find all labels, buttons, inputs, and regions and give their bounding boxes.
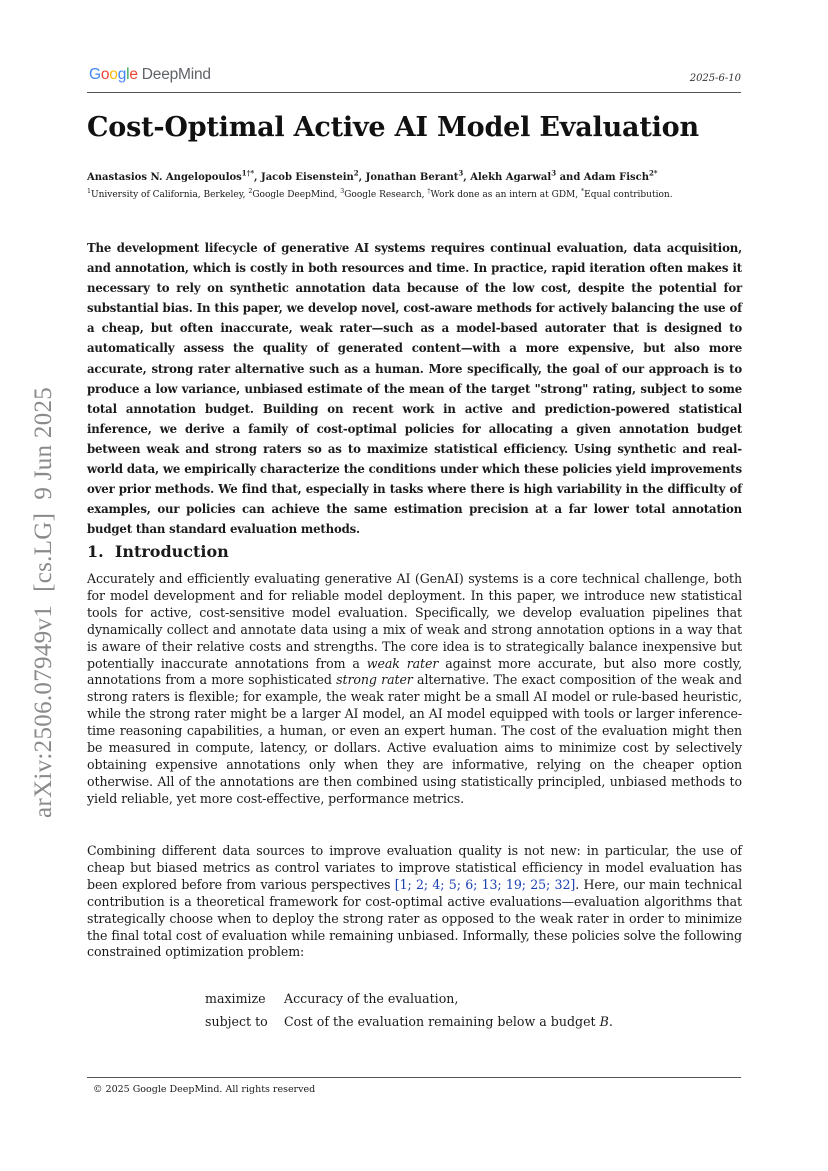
affiliations: $^1$University of California, Berkeley, $^2$Google DeepMind, $^3$Google Research, †Work done as an intern at GDM, *Equal contribution. <box>87 188 673 200</box>
arxiv-stamp: arXiv:2506.07949v1 [cs.LG] 9 Jun 2025 <box>30 386 57 818</box>
copyright-notice: © 2025 Google DeepMind. All rights reserved <box>93 1084 316 1095</box>
page-header <box>87 64 741 93</box>
publication-date: 2025-6-10 <box>689 73 741 84</box>
author-name: Adam Fisch <box>583 172 649 183</box>
author-name: Alekh Agarwal <box>470 172 552 183</box>
author-name: Jacob Eisenstein <box>260 172 354 183</box>
google-deepmind-logo: Google DeepMind <box>89 66 211 83</box>
author-list: Anastasios N. Angelopoulos$^{1\dagger*}$, Jacob Eisenstein$^2$, Jonathan Berant$^3$, Alekh Agarwal$^3$ and Adam Fisch$^{2*}$ <box>87 168 658 183</box>
abstract: The development lifecycle of generative AI systems requires continual evaluation, data acquisition, and annotation, which is costly in both resources and time. In practice, rapid iteration often makes it necessary to rely on synthetic annotation data because of the low cost, despite the potential for substantial bias. In this paper, we develop novel, cost-aware methods for actively balancing the use of a cheap, but often inaccurate, weak rater—such as a model-based autorater that is designed to automatically assess the quality of generated content—with a more expensive, but also more accurate, strong rater alternative such as a human. More specifically, the goal of our approach is to produce a low variance, unbiased estimate of the mean of the target "strong" rating, subject to some total annotation budget. Building on recent work in active and prediction-powered statistical inference, we derive a family of cost-optimal policies for allocating a given annotation budget between weak and strong raters so as to maximize statistical efficiency. Using synthetic and real-world data, we empirically characterize the conditions under which these policies yield improvements over prior methods. We find that, especially in tasks where there is high variability in the difficulty of examples, our policies can achieve the same estimation precision at a far lower total annotation budget than standard evaluation methods. <box>87 241 742 537</box>
section-heading-introduction: 1. Introduction <box>87 542 229 561</box>
optimization-objective: maximize Accuracy of the evaluation, <box>205 991 459 1006</box>
author-name: Jonathan Berant <box>365 172 459 183</box>
author-name: Anastasios N. Angelopoulos <box>87 172 242 183</box>
intro-paragraph-1: Accurately and efficiently evaluating generative AI (GenAI) systems is a core technical challenge, both for model development and for reliable model deployment. In this paper, we introduce new statistical tools for active, cost-sensitive model evaluation. Specifically, we develop evaluation pipelines that dynamically collect and annotate data using a mix of weak and strong annotation options in a way that is aware of their relative costs and strengths. The core idea is to strategically balance inexpensive but potentially inaccurate annotations from a weak rater against more accurate, but also more costly, annotations from a more sophisticated strong rater alternative. The exact composition of the weak and strong raters is flexible; for example, the weak rater might be a small AI model or rule-based heuristic, while the strong rater might be a larger AI model, an AI model equipped with tools or larger inference-time reasoning capabilities, a human, or even an expert human. The cost of the evaluation might then be measured in compute, latency, or dollars. Active evaluation aims to minimize cost by selectively obtaining expensive annotations only when they are informative, relying on the cheaper option otherwise. All of the annotations are then combined using statistically principled, unbiased methods to yield reliable, yet more cost-effective, performance metrics. <box>87 571 742 806</box>
footer-rule <box>87 1077 741 1078</box>
paper-title: Cost-Optimal Active AI Model Evaluation <box>87 112 699 143</box>
optimization-constraint: subject to Cost of the evaluation remaining below a budget B. <box>205 1014 613 1029</box>
citation-link[interactable]: [1; 2; 4; 5; 6; 13; 19; 25; 32] <box>394 876 576 892</box>
intro-paragraph-2: Combining different data sources to improve evaluation quality is not new: in particular, the use of cheap but biased metrics as control variates to improve statistical efficiency in model evaluation has been explored before from various perspectives [1; 2; 4; 5; 6; 13; 19; 25; 32]. Here, our main technical contribution is a theoretical framework for cost-optimal active evaluations—evaluation algorithms that strategically choose when to deploy the strong rater as opposed to the weak rater in order to minimize the final total cost of evaluation while remaining unbiased. Informally, these policies solve the following constrained optimization problem: <box>87 843 743 960</box>
